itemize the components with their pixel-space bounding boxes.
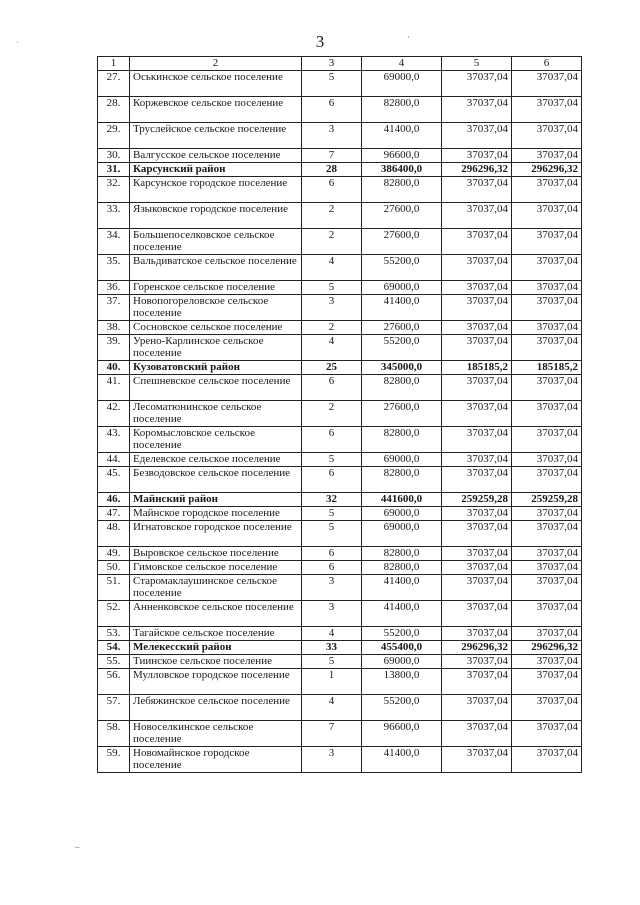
row-number: 45. — [98, 467, 130, 493]
row-name: Новомайнское городское поселение — [130, 747, 302, 773]
row-number: 31. — [98, 163, 130, 177]
row-col3: 6 — [302, 467, 362, 493]
column-header: 3 — [302, 57, 362, 71]
row-col3: 4 — [302, 335, 362, 361]
row-col6: 37037,04 — [512, 123, 582, 149]
row-col6: 37037,04 — [512, 655, 582, 669]
row-col3: 4 — [302, 695, 362, 721]
row-col4: 41400,0 — [362, 295, 442, 321]
row-name: Выровское сельское поселение — [130, 547, 302, 561]
row-col4: 27600,0 — [362, 229, 442, 255]
row-col5: 37037,04 — [442, 721, 512, 747]
row-name: Валгусское сельское поселение — [130, 149, 302, 163]
row-col5: 37037,04 — [442, 547, 512, 561]
row-number: 35. — [98, 255, 130, 281]
row-col4: 69000,0 — [362, 281, 442, 295]
row-col3: 6 — [302, 561, 362, 575]
row-col6: 37037,04 — [512, 695, 582, 721]
row-col3: 5 — [302, 453, 362, 467]
row-number: 29. — [98, 123, 130, 149]
column-header: 4 — [362, 57, 442, 71]
table-row — [98, 721, 582, 747]
row-col5: 37037,04 — [442, 401, 512, 427]
row-col5: 37037,04 — [442, 601, 512, 627]
allocation-table — [97, 56, 582, 773]
row-number: 37. — [98, 295, 130, 321]
row-col5: 37037,04 — [442, 507, 512, 521]
row-name: Тиинское сельское поселение — [130, 655, 302, 669]
table-row — [98, 177, 582, 203]
row-col3: 5 — [302, 655, 362, 669]
row-col5: 37037,04 — [442, 627, 512, 641]
table-row — [98, 641, 582, 655]
row-col6: 37037,04 — [512, 575, 582, 601]
row-number: 55. — [98, 655, 130, 669]
row-name: Труслейское сельское поселение — [130, 123, 302, 149]
row-col3: 3 — [302, 575, 362, 601]
row-col6: 37037,04 — [512, 721, 582, 747]
row-col5: 37037,04 — [442, 669, 512, 695]
row-number: 52. — [98, 601, 130, 627]
row-col5: 37037,04 — [442, 467, 512, 493]
row-col4: 27600,0 — [362, 401, 442, 427]
row-col6: 37037,04 — [512, 547, 582, 561]
table-row — [98, 507, 582, 521]
row-col3: 32 — [302, 493, 362, 507]
row-name: Майнское городское поселение — [130, 507, 302, 521]
table-row — [98, 521, 582, 547]
row-col6: 296296,32 — [512, 641, 582, 655]
row-col4: 41400,0 — [362, 747, 442, 773]
row-col5: 37037,04 — [442, 453, 512, 467]
row-col4: 27600,0 — [362, 321, 442, 335]
row-name: Еделевское сельское поселение — [130, 453, 302, 467]
table-row — [98, 375, 582, 401]
row-col5: 37037,04 — [442, 281, 512, 295]
row-number: 28. — [98, 97, 130, 123]
row-col4: 69000,0 — [362, 71, 442, 97]
table-row — [98, 321, 582, 335]
row-number: 47. — [98, 507, 130, 521]
row-col4: 82800,0 — [362, 547, 442, 561]
row-col6: 37037,04 — [512, 321, 582, 335]
row-name: Карсунский район — [130, 163, 302, 177]
row-number: 36. — [98, 281, 130, 295]
row-col3: 6 — [302, 177, 362, 203]
row-col5: 37037,04 — [442, 71, 512, 97]
row-col3: 25 — [302, 361, 362, 375]
row-col6: 37037,04 — [512, 203, 582, 229]
row-col6: 37037,04 — [512, 601, 582, 627]
row-col3: 2 — [302, 321, 362, 335]
row-col5: 37037,04 — [442, 655, 512, 669]
table-row — [98, 361, 582, 375]
row-col4: 69000,0 — [362, 507, 442, 521]
column-header: 5 — [442, 57, 512, 71]
row-col4: 96600,0 — [362, 149, 442, 163]
table-header-row — [98, 57, 582, 71]
row-col5: 37037,04 — [442, 123, 512, 149]
row-col6: 37037,04 — [512, 747, 582, 773]
row-col6: 37037,04 — [512, 627, 582, 641]
row-col3: 7 — [302, 721, 362, 747]
row-number: 49. — [98, 547, 130, 561]
row-col6: 37037,04 — [512, 507, 582, 521]
row-col5: 37037,04 — [442, 203, 512, 229]
row-col4: 55200,0 — [362, 627, 442, 641]
row-col4: 96600,0 — [362, 721, 442, 747]
table-row — [98, 669, 582, 695]
row-col6: 37037,04 — [512, 71, 582, 97]
row-col6: 37037,04 — [512, 427, 582, 453]
row-number: 44. — [98, 453, 130, 467]
row-col3: 1 — [302, 669, 362, 695]
row-col4: 441600,0 — [362, 493, 442, 507]
row-col4: 41400,0 — [362, 601, 442, 627]
row-name: Новоселкинское сельское поселение — [130, 721, 302, 747]
row-col5: 37037,04 — [442, 321, 512, 335]
row-col5: 296296,32 — [442, 641, 512, 655]
row-col5: 37037,04 — [442, 97, 512, 123]
row-col6: 296296,32 — [512, 163, 582, 177]
row-col3: 4 — [302, 627, 362, 641]
row-col6: 37037,04 — [512, 561, 582, 575]
column-header: 2 — [130, 57, 302, 71]
row-col3: 2 — [302, 203, 362, 229]
row-col4: 55200,0 — [362, 335, 442, 361]
row-name: Майнский район — [130, 493, 302, 507]
row-col5: 37037,04 — [442, 149, 512, 163]
column-header: 6 — [512, 57, 582, 71]
table-row — [98, 575, 582, 601]
row-col6: 37037,04 — [512, 177, 582, 203]
row-col5: 37037,04 — [442, 521, 512, 547]
row-col6: 37037,04 — [512, 467, 582, 493]
row-col6: 37037,04 — [512, 401, 582, 427]
row-col4: 55200,0 — [362, 695, 442, 721]
row-col6: 259259,28 — [512, 493, 582, 507]
row-col3: 28 — [302, 163, 362, 177]
row-col3: 3 — [302, 601, 362, 627]
row-name: Спешневское сельское поселение — [130, 375, 302, 401]
row-col5: 37037,04 — [442, 255, 512, 281]
row-col5: 259259,28 — [442, 493, 512, 507]
row-number: 40. — [98, 361, 130, 375]
row-number: 50. — [98, 561, 130, 575]
row-col4: 82800,0 — [362, 97, 442, 123]
row-col3: 3 — [302, 295, 362, 321]
table-row — [98, 747, 582, 773]
row-col5: 37037,04 — [442, 335, 512, 361]
row-number: 59. — [98, 747, 130, 773]
row-number: 42. — [98, 401, 130, 427]
row-col5: 37037,04 — [442, 295, 512, 321]
row-name: Оськинское сельское поселение — [130, 71, 302, 97]
row-col3: 2 — [302, 401, 362, 427]
row-col3: 6 — [302, 427, 362, 453]
row-col6: 37037,04 — [512, 149, 582, 163]
row-col6: 37037,04 — [512, 97, 582, 123]
table-row — [98, 281, 582, 295]
row-name: Лесоматюнинское сельское поселение — [130, 401, 302, 427]
row-col4: 41400,0 — [362, 123, 442, 149]
table-row — [98, 229, 582, 255]
row-name: Языковское городское поселение — [130, 203, 302, 229]
table-row — [98, 695, 582, 721]
row-col5: 37037,04 — [442, 695, 512, 721]
table-row — [98, 561, 582, 575]
table-row — [98, 467, 582, 493]
row-name: Большепоселковское сельское поселение — [130, 229, 302, 255]
row-col4: 27600,0 — [362, 203, 442, 229]
row-col4: 82800,0 — [362, 177, 442, 203]
row-col4: 386400,0 — [362, 163, 442, 177]
table-row — [98, 335, 582, 361]
row-col4: 345000,0 — [362, 361, 442, 375]
row-col3: 4 — [302, 255, 362, 281]
row-col6: 37037,04 — [512, 255, 582, 281]
row-col4: 41400,0 — [362, 575, 442, 601]
row-name: Анненковское сельское поселение — [130, 601, 302, 627]
row-number: 33. — [98, 203, 130, 229]
row-col3: 2 — [302, 229, 362, 255]
row-name: Старомаклаушинское сельское поселение — [130, 575, 302, 601]
row-name: Сосновское сельское поселение — [130, 321, 302, 335]
scan-mark: · — [407, 32, 410, 42]
table-row — [98, 295, 582, 321]
page-number: 3 — [315, 32, 325, 51]
row-name: Новопогореловское сельское поселение — [130, 295, 302, 321]
row-number: 53. — [98, 627, 130, 641]
row-number: 51. — [98, 575, 130, 601]
row-number: 43. — [98, 427, 130, 453]
row-number: 56. — [98, 669, 130, 695]
row-number: 39. — [98, 335, 130, 361]
row-name: Урено-Карлинское сельское поселение — [130, 335, 302, 361]
table-row — [98, 71, 582, 97]
row-number: 57. — [98, 695, 130, 721]
table-row — [98, 427, 582, 453]
row-col5: 37037,04 — [442, 375, 512, 401]
row-col4: 55200,0 — [362, 255, 442, 281]
row-name: Вальдиватское сельское поселение — [130, 255, 302, 281]
row-col6: 37037,04 — [512, 521, 582, 547]
table-row — [98, 149, 582, 163]
row-col4: 69000,0 — [362, 655, 442, 669]
row-col4: 82800,0 — [362, 467, 442, 493]
row-name: Тагайское сельское поселение — [130, 627, 302, 641]
row-col6: 37037,04 — [512, 669, 582, 695]
row-number: 48. — [98, 521, 130, 547]
row-col6: 37037,04 — [512, 295, 582, 321]
row-col3: 3 — [302, 123, 362, 149]
row-name: Кузоватовский район — [130, 361, 302, 375]
row-name: Коромысловское сельское поселение — [130, 427, 302, 453]
scan-mark: – — [75, 842, 80, 852]
row-col4: 455400,0 — [362, 641, 442, 655]
row-number: 46. — [98, 493, 130, 507]
table-row — [98, 627, 582, 641]
row-col5: 185185,2 — [442, 361, 512, 375]
row-number: 34. — [98, 229, 130, 255]
row-name: Мулловское городское поселение — [130, 669, 302, 695]
row-col5: 37037,04 — [442, 427, 512, 453]
table-row — [98, 655, 582, 669]
table-row — [98, 255, 582, 281]
row-col5: 37037,04 — [442, 561, 512, 575]
row-col6: 37037,04 — [512, 453, 582, 467]
row-col3: 6 — [302, 97, 362, 123]
table-row — [98, 123, 582, 149]
row-name: Безводовское сельское поселение — [130, 467, 302, 493]
row-col4: 13800,0 — [362, 669, 442, 695]
row-col5: 37037,04 — [442, 747, 512, 773]
table-row — [98, 97, 582, 123]
row-col3: 6 — [302, 547, 362, 561]
row-col3: 3 — [302, 747, 362, 773]
row-col3: 5 — [302, 281, 362, 295]
row-col6: 37037,04 — [512, 375, 582, 401]
row-number: 58. — [98, 721, 130, 747]
row-col4: 82800,0 — [362, 375, 442, 401]
row-col4: 82800,0 — [362, 561, 442, 575]
table-row — [98, 493, 582, 507]
row-col6: 37037,04 — [512, 281, 582, 295]
scan-mark: ˈ — [16, 40, 19, 50]
row-col3: 5 — [302, 521, 362, 547]
row-number: 38. — [98, 321, 130, 335]
row-number: 27. — [98, 71, 130, 97]
column-header: 1 — [98, 57, 130, 71]
table-row — [98, 453, 582, 467]
row-col6: 37037,04 — [512, 335, 582, 361]
table-row — [98, 547, 582, 561]
row-col3: 5 — [302, 507, 362, 521]
row-col3: 6 — [302, 375, 362, 401]
table-row — [98, 203, 582, 229]
row-name: Карсунское городское поселение — [130, 177, 302, 203]
row-col4: 69000,0 — [362, 453, 442, 467]
row-col6: 37037,04 — [512, 229, 582, 255]
row-number: 32. — [98, 177, 130, 203]
row-col3: 7 — [302, 149, 362, 163]
row-name: Лебяжинское сельское поселение — [130, 695, 302, 721]
row-col5: 296296,32 — [442, 163, 512, 177]
row-name: Горенское сельское поселение — [130, 281, 302, 295]
table-row — [98, 601, 582, 627]
row-col5: 37037,04 — [442, 229, 512, 255]
row-col3: 33 — [302, 641, 362, 655]
row-name: Мелекесский район — [130, 641, 302, 655]
row-number: 30. — [98, 149, 130, 163]
row-name: Игнатовское городское поселение — [130, 521, 302, 547]
row-number: 41. — [98, 375, 130, 401]
table-row — [98, 163, 582, 177]
row-col4: 82800,0 — [362, 427, 442, 453]
row-number: 54. — [98, 641, 130, 655]
row-col3: 5 — [302, 71, 362, 97]
row-name: Гимовское сельское поселение — [130, 561, 302, 575]
row-name: Коржевское сельское поселение — [130, 97, 302, 123]
table-row — [98, 401, 582, 427]
row-col5: 37037,04 — [442, 575, 512, 601]
row-col5: 37037,04 — [442, 177, 512, 203]
row-col4: 69000,0 — [362, 521, 442, 547]
row-col6: 185185,2 — [512, 361, 582, 375]
